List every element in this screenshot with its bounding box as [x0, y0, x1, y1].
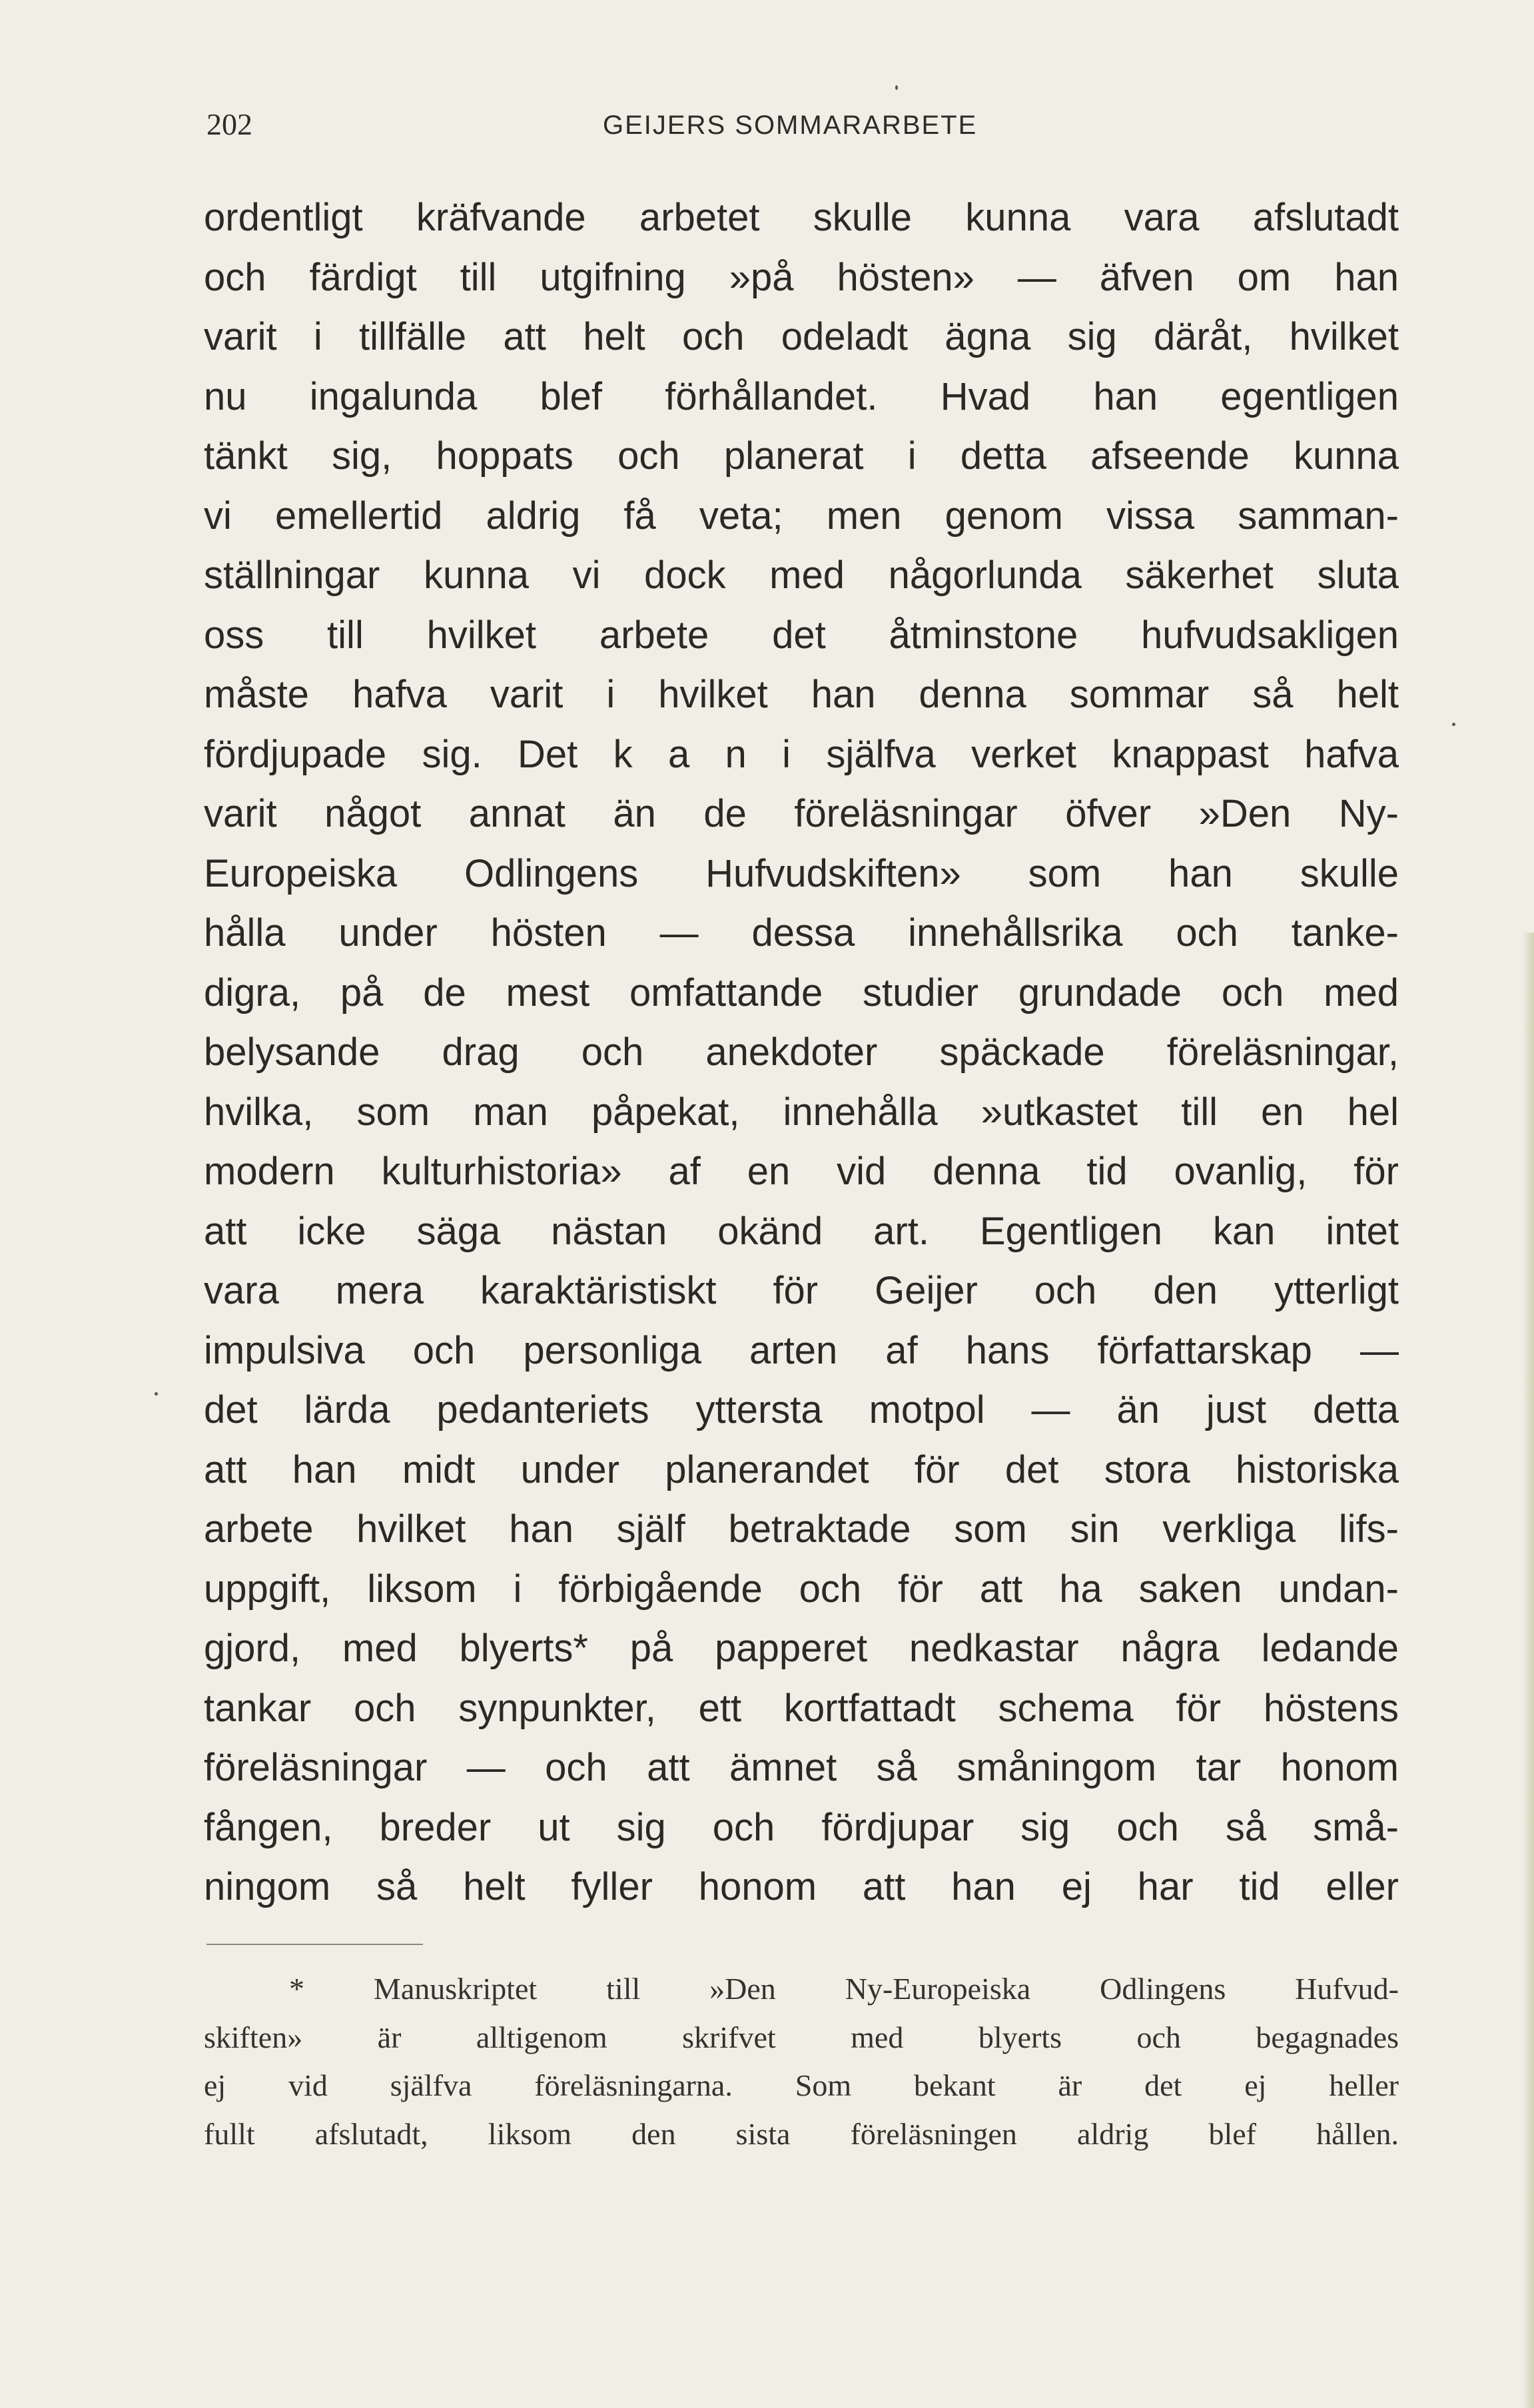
- page-edge: [1522, 933, 1534, 2408]
- body-line: Europeiska Odlingens Hufvudskiften» som han skulle: [204, 851, 1399, 895]
- footnote-rule: [206, 1944, 423, 1945]
- footnote-line: fullt afslutadt, liksom den sista föreläsningen aldrig blef hållen.: [204, 2116, 1399, 2151]
- running-title: GEIJERS SOMMARARBETE: [603, 111, 978, 140]
- body-line: digra, på de mest omfattande studier grundade och med: [204, 971, 1399, 1014]
- body-line: varit något annat än de föreläsningar öfver »Den Ny-: [204, 792, 1399, 835]
- paper-speck: [895, 85, 898, 90]
- body-line: hvilka, som man påpekat, innehålla »utkastet till en hel: [204, 1090, 1399, 1134]
- body-line: fången, breder ut sig och fördjupar sig och så små-: [204, 1805, 1399, 1849]
- footnote-line: * Manuskriptet till »Den Ny-Europeiska Odlingens Hufvud-: [289, 1972, 1399, 2006]
- body-line: att icke säga nästan okänd art. Egentligen kan intet: [204, 1209, 1399, 1253]
- body-line: tankar och synpunkter, ett kortfattadt schema för höstens: [204, 1686, 1399, 1730]
- body-line: vara mera karaktäristiskt för Geijer och den ytterligt: [204, 1269, 1399, 1312]
- body-line: att han midt under planerandet för det stora historiska: [204, 1447, 1399, 1491]
- body-line: hålla under hösten — dessa innehållsrika och tanke-: [204, 911, 1399, 955]
- body-line: och färdigt till utgifning »på hösten» — äfven om han: [204, 255, 1399, 299]
- running-head: [206, 107, 1399, 147]
- body-line: måste hafva varit i hvilket han denna sommar så helt: [204, 673, 1399, 716]
- body-line: det lärda pedanteriets yttersta motpol — än just detta: [204, 1388, 1399, 1431]
- footnote-line: ej vid själfva föreläsningarna. Som bekant är det ej heller: [204, 2068, 1399, 2102]
- body-line: belysande drag och anekdoter späckade föreläsningar,: [204, 1030, 1399, 1074]
- body-line: modern kulturhistoria» af en vid denna tid ovanlig, för: [204, 1150, 1399, 1193]
- body-line: fördjupade sig. Det k a n i själfva verket knappast hafva: [204, 732, 1399, 776]
- body-line: nu ingalunda blef förhållandet. Hvad han egentligen: [204, 374, 1399, 418]
- body-line: vi emellertid aldrig få veta; men genom vissa samman-: [204, 494, 1399, 538]
- body-text: [204, 188, 1399, 1917]
- body-line: tänkt sig, hoppats och planerat i detta afseende kunna: [204, 434, 1399, 478]
- footnote-line: skiften» är alltigenom skrifvet med blyerts och begagnades: [204, 2020, 1399, 2054]
- body-line: uppgift, liksom i förbigående och för att ha saken undan-: [204, 1567, 1399, 1611]
- body-line: ordentligt kräfvande arbetet skulle kunna vara afslutadt: [204, 196, 1399, 239]
- body-line: ningom så helt fyller honom att han ej har tid eller: [204, 1865, 1399, 1908]
- paper-speck: [155, 1392, 158, 1396]
- body-line: impulsiva och personliga arten af hans författarskap —: [204, 1328, 1399, 1372]
- body-line: arbete hvilket han själf betraktade som sin verkliga lifs-: [204, 1507, 1399, 1551]
- body-line: gjord, med blyerts* på papperet nedkastar några ledande: [204, 1627, 1399, 1670]
- paper-speck: [1452, 723, 1455, 726]
- body-line: föreläsningar — och att ämnet så småningom tar honom: [204, 1746, 1399, 1789]
- body-line: varit i tillfälle att helt och odeladt ägna sig däråt, hvilket: [204, 315, 1399, 358]
- body-line: ställningar kunna vi dock med någorlunda säkerhet sluta: [204, 554, 1399, 597]
- body-line: oss till hvilket arbete det åtminstone hufvudsakligen: [204, 613, 1399, 657]
- footnote: [204, 1965, 1399, 2158]
- page-number: 202: [206, 107, 252, 141]
